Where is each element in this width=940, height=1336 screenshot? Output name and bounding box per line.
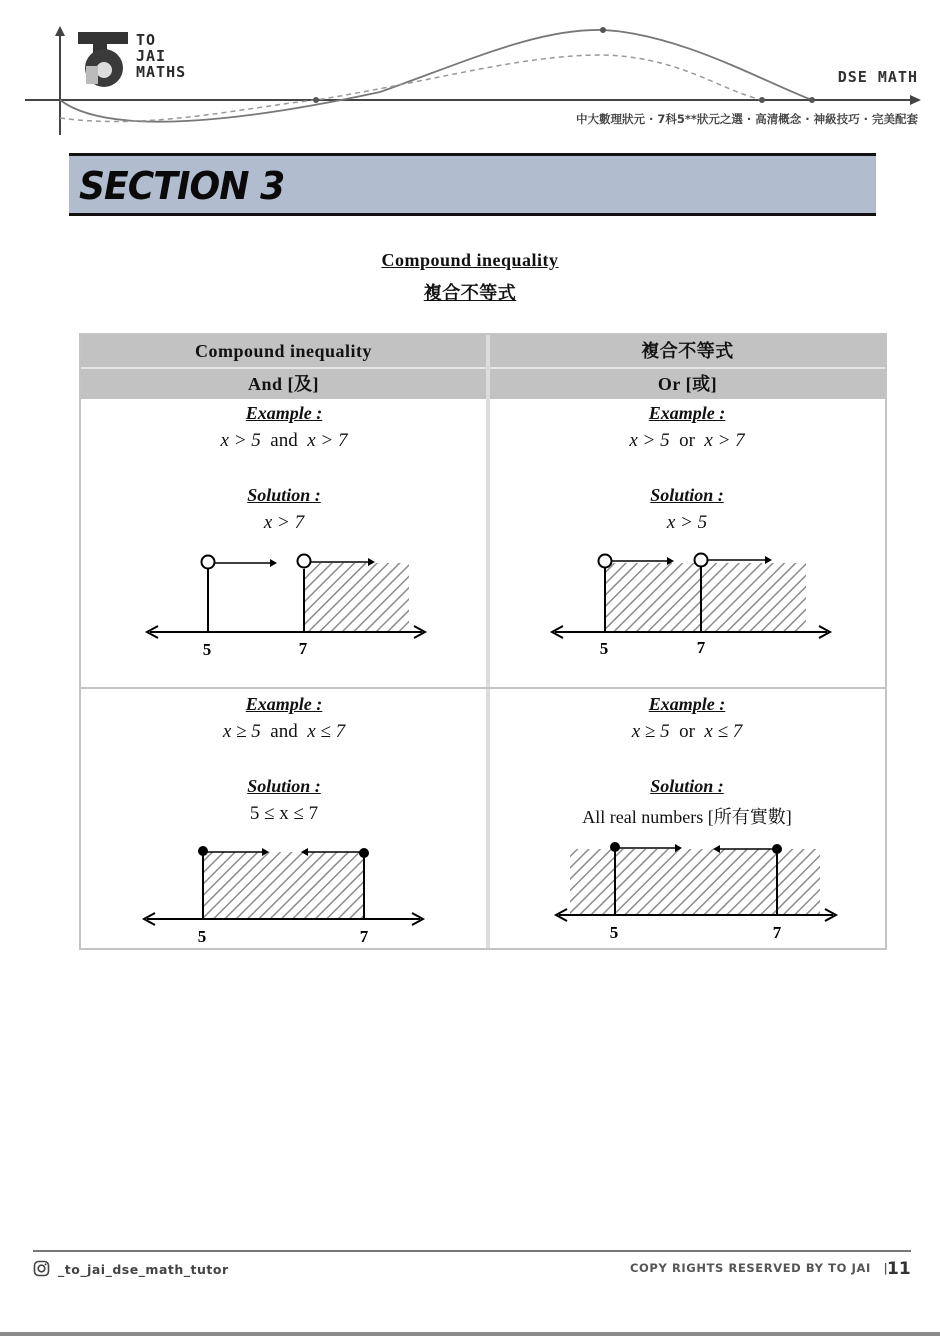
solution-label: Solution : [650, 776, 724, 796]
logo-line: MATHS [136, 63, 187, 81]
section-title: SECTION 3 [79, 164, 285, 208]
copyright-text: COPY RIGHTS RESERVED BY TO JAI [630, 1261, 871, 1275]
number-line-and-1 [147, 555, 425, 660]
topic-title-en: Compound inequality [381, 250, 559, 270]
table-header-right: 複合不等式 [490, 335, 885, 367]
open-circle [202, 556, 215, 569]
inequality-right: x > 7 [307, 430, 348, 451]
tick-label: 7 [696, 638, 706, 657]
example-label: Example : [245, 694, 323, 714]
footer-separator: | [883, 1261, 889, 1275]
logo-line: JAI [136, 47, 167, 65]
solution-expression: x > 7 [263, 512, 305, 533]
table-subheader-and: And [及] [81, 369, 486, 399]
page-number: 11 [887, 1259, 911, 1279]
shaded-region [304, 563, 409, 632]
solution-expression: x > 5 [666, 512, 708, 533]
page-bottom-edge [0, 1332, 940, 1336]
connector-word: or [679, 721, 695, 742]
tick-label: 5 [609, 923, 619, 942]
connector-word: or [679, 430, 695, 451]
ray-arrowhead [765, 556, 772, 564]
example-label: Example : [648, 403, 726, 423]
inequality-right: x ≤ 7 [307, 721, 346, 742]
footer-divider [33, 1250, 911, 1252]
closed-circle [359, 848, 369, 858]
open-circle [695, 554, 708, 567]
closed-circle [198, 846, 208, 856]
solution-expression: All real numbers [所有實數] [582, 807, 792, 827]
shaded-region [605, 563, 806, 632]
inequality-left: x > 5 [629, 430, 670, 451]
instagram-handle[interactable]: _to_jai_dse_math_tutor [58, 1262, 229, 1277]
tick-label: 7 [359, 927, 369, 946]
solution-label: Solution : [247, 485, 321, 505]
instagram-icon [33, 1260, 50, 1277]
ray-arrowhead [270, 559, 277, 567]
connector-word: and [270, 430, 298, 451]
tick-label: 5 [599, 639, 609, 658]
brand-title: DSE MATH [837, 68, 918, 86]
topic-title-zh: 複合不等式 [423, 283, 517, 303]
number-line-and-2 [144, 846, 423, 946]
tick-label: 7 [772, 923, 782, 942]
table-subheader-or: Or [或] [490, 369, 885, 399]
number-line-or-2 [556, 842, 836, 942]
inequality-left: x > 5 [220, 430, 261, 451]
shaded-region [570, 849, 820, 915]
open-circle [298, 555, 311, 568]
closed-circle [772, 844, 782, 854]
inequality-left: x ≥ 5 [631, 721, 670, 742]
inequality-left: x ≥ 5 [222, 721, 261, 742]
open-circle [599, 555, 612, 568]
connector-word: and [270, 721, 298, 742]
example-label: Example : [245, 403, 323, 423]
tick-label: 5 [202, 640, 212, 659]
solution-expression: 5 ≤ x ≤ 7 [249, 803, 319, 824]
header-tagline: 中大數理狀元 · 7科5**狀元之選 · 高清概念 · 神級技巧 · 完美配套 [575, 112, 918, 126]
tick-label: 5 [197, 927, 207, 946]
logo-line: TO [136, 31, 157, 49]
copyright-notice [630, 1261, 888, 1275]
tick-label: 7 [298, 639, 308, 658]
shaded-region [203, 852, 364, 919]
number-line-or-1 [552, 554, 830, 659]
solution-label: Solution : [247, 776, 321, 796]
inequality-right: x > 7 [704, 430, 745, 451]
inequality-right: x ≤ 7 [704, 721, 743, 742]
table-header-left: Compound inequality [81, 335, 486, 367]
closed-circle [610, 842, 620, 852]
example-label: Example : [648, 694, 726, 714]
solution-label: Solution : [650, 485, 724, 505]
